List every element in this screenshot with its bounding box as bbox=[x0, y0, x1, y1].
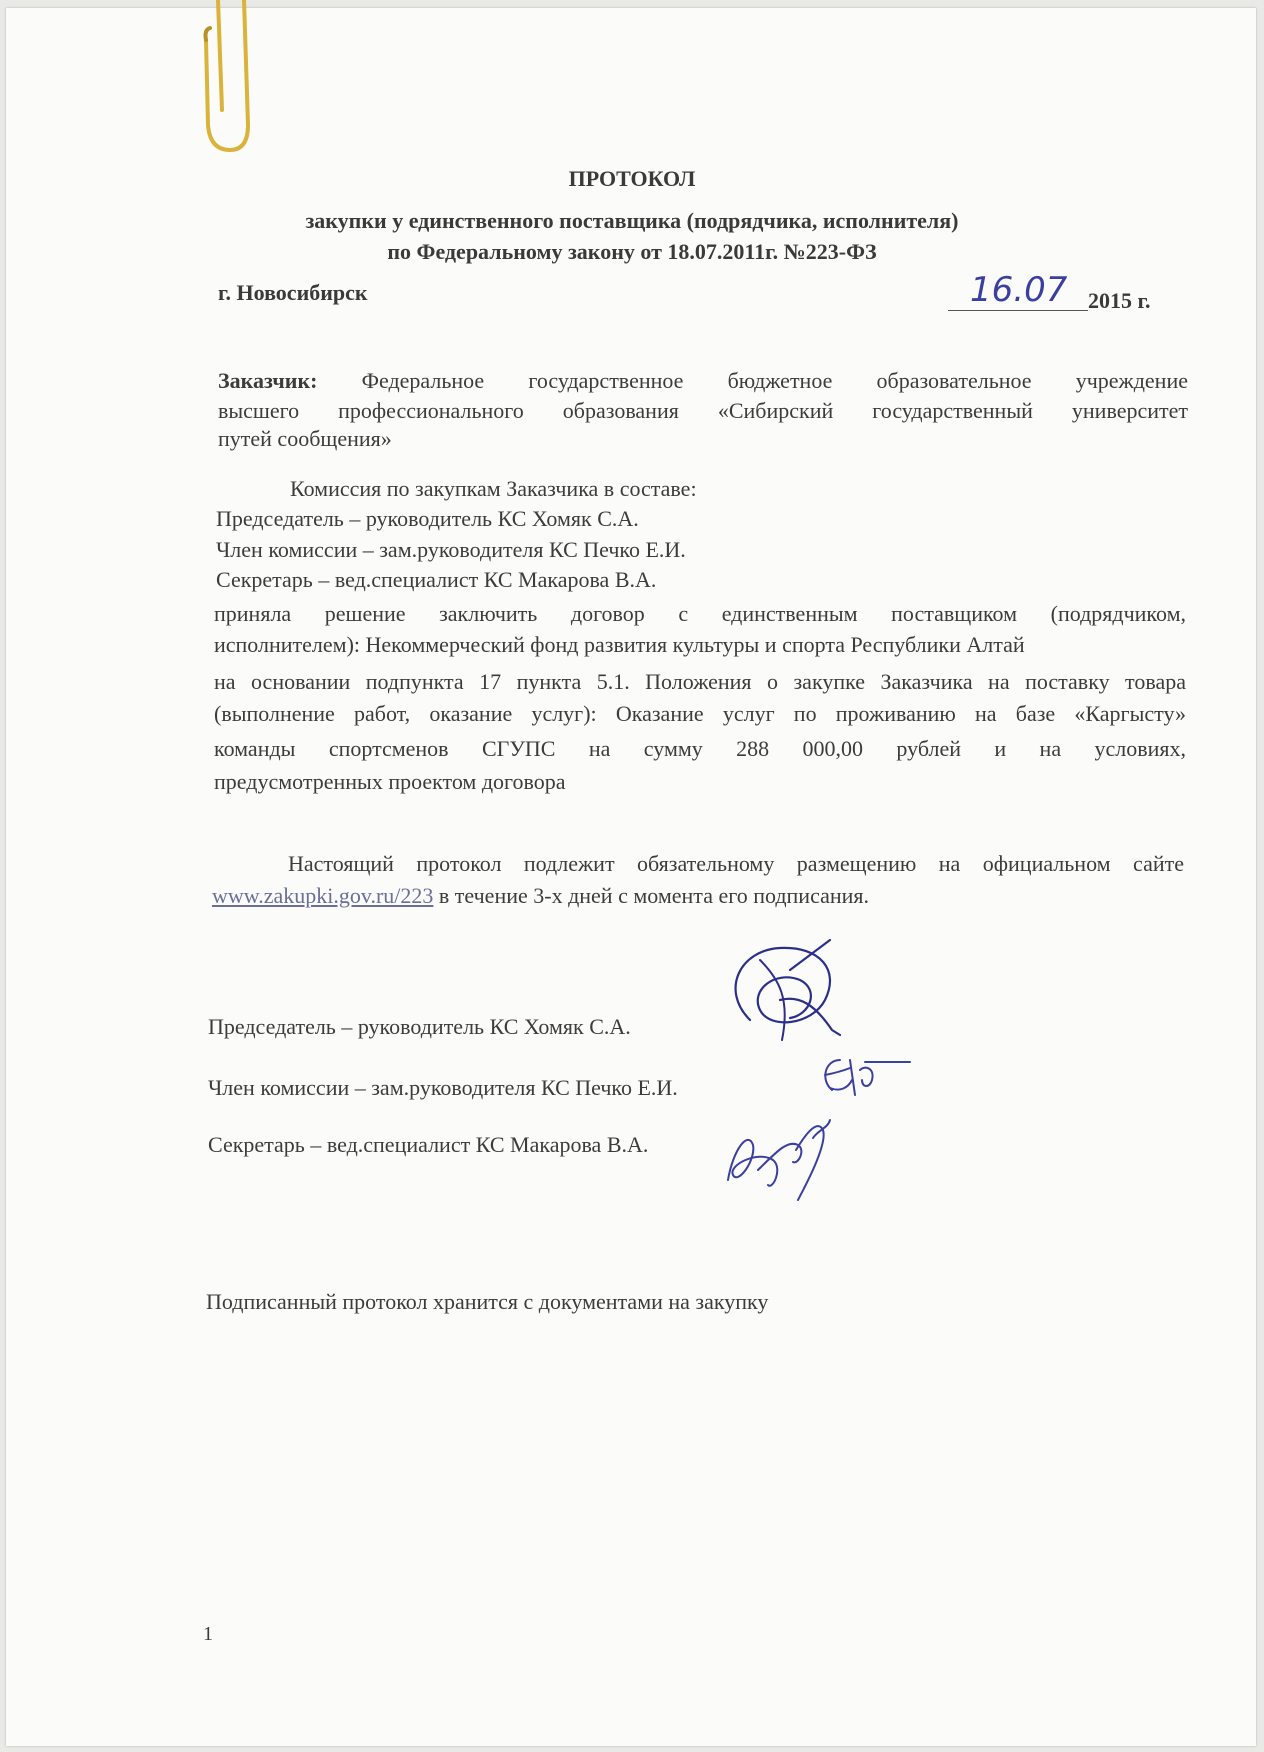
publication-line-1: Настоящий протокол подлежит обязательному размещению на официальном сайте bbox=[288, 851, 1184, 876]
secretary-signature bbox=[718, 1090, 848, 1210]
paperclip-icon bbox=[196, 0, 266, 160]
document-subtitle-1: закупки у единственного поставщика (подрядчика, исполнителя) bbox=[305, 208, 959, 233]
commission-chair: Председатель – руководитель КС Хомяк С.А. bbox=[216, 506, 639, 531]
date-year: 2015 г. bbox=[1088, 288, 1151, 313]
commission-member: Член комиссии – зам.руководителя КС Печко Е.И. bbox=[216, 537, 686, 562]
publication-line-2: www.zakupki.gov.ru/223 в течение 3-х дней с момента его подписания. bbox=[212, 883, 870, 908]
place-label: г. Новосибирск bbox=[218, 280, 368, 305]
page-number: 1 bbox=[203, 1623, 213, 1645]
decision-line-3: на основании подпункта 17 пункта 5.1. Положения о закупке Заказчика на поставку товара bbox=[214, 669, 1186, 694]
handwritten-date: 16.07 bbox=[970, 270, 1068, 310]
signature-member: Член комиссии – зам.руководителя КС Печко Е.И. bbox=[208, 1075, 678, 1100]
customer-line-2: высшего профессионального образования «Сибирский государственный университет bbox=[218, 398, 1188, 423]
signature-chair: Председатель – руководитель КС Хомяк С.А. bbox=[208, 1014, 631, 1039]
decision-line-6: предусмотренных проектом договора bbox=[214, 769, 566, 794]
decision-line-5: команды спортсменов СГУПС на сумму 288 000,00 рублей и на условиях, bbox=[214, 736, 1186, 761]
document-title: ПРОТОКОЛ bbox=[568, 166, 696, 191]
customer-line-1: Заказчик: Федеральное государственное бюджетное образовательное учреждение bbox=[218, 368, 1188, 393]
commission-intro: Комиссия по закупкам Заказчика в составе: bbox=[290, 476, 697, 501]
decision-line-1: приняла решение заключить договор с единственным поставщиком (подрядчиком, bbox=[214, 601, 1186, 626]
zakupki-link[interactable]: www.zakupki.gov.ru/223 bbox=[212, 883, 434, 908]
customer-label: Заказчик: bbox=[218, 368, 318, 393]
signature-secretary: Секретарь – вед.специалист КС Макарова В.А. bbox=[208, 1132, 649, 1157]
date-line bbox=[948, 270, 1088, 311]
decision-line-4: (выполнение работ, оказание услуг): Оказание услуг по проживанию на базе «Каргысту» bbox=[214, 701, 1186, 726]
customer-line-3: путей сообщения» bbox=[218, 426, 392, 451]
commission-secretary: Секретарь – вед.специалист КС Макарова В.А. bbox=[216, 567, 657, 592]
document-subtitle-2: по Федеральному закону от 18.07.2011г. №223-ФЗ bbox=[387, 239, 877, 264]
decision-line-2: исполнителем): Некоммерческий фонд развития культуры и спорта Республики Алтай bbox=[214, 632, 1025, 657]
footer-note: Подписанный протокол хранится с документами на закупку bbox=[206, 1289, 769, 1314]
